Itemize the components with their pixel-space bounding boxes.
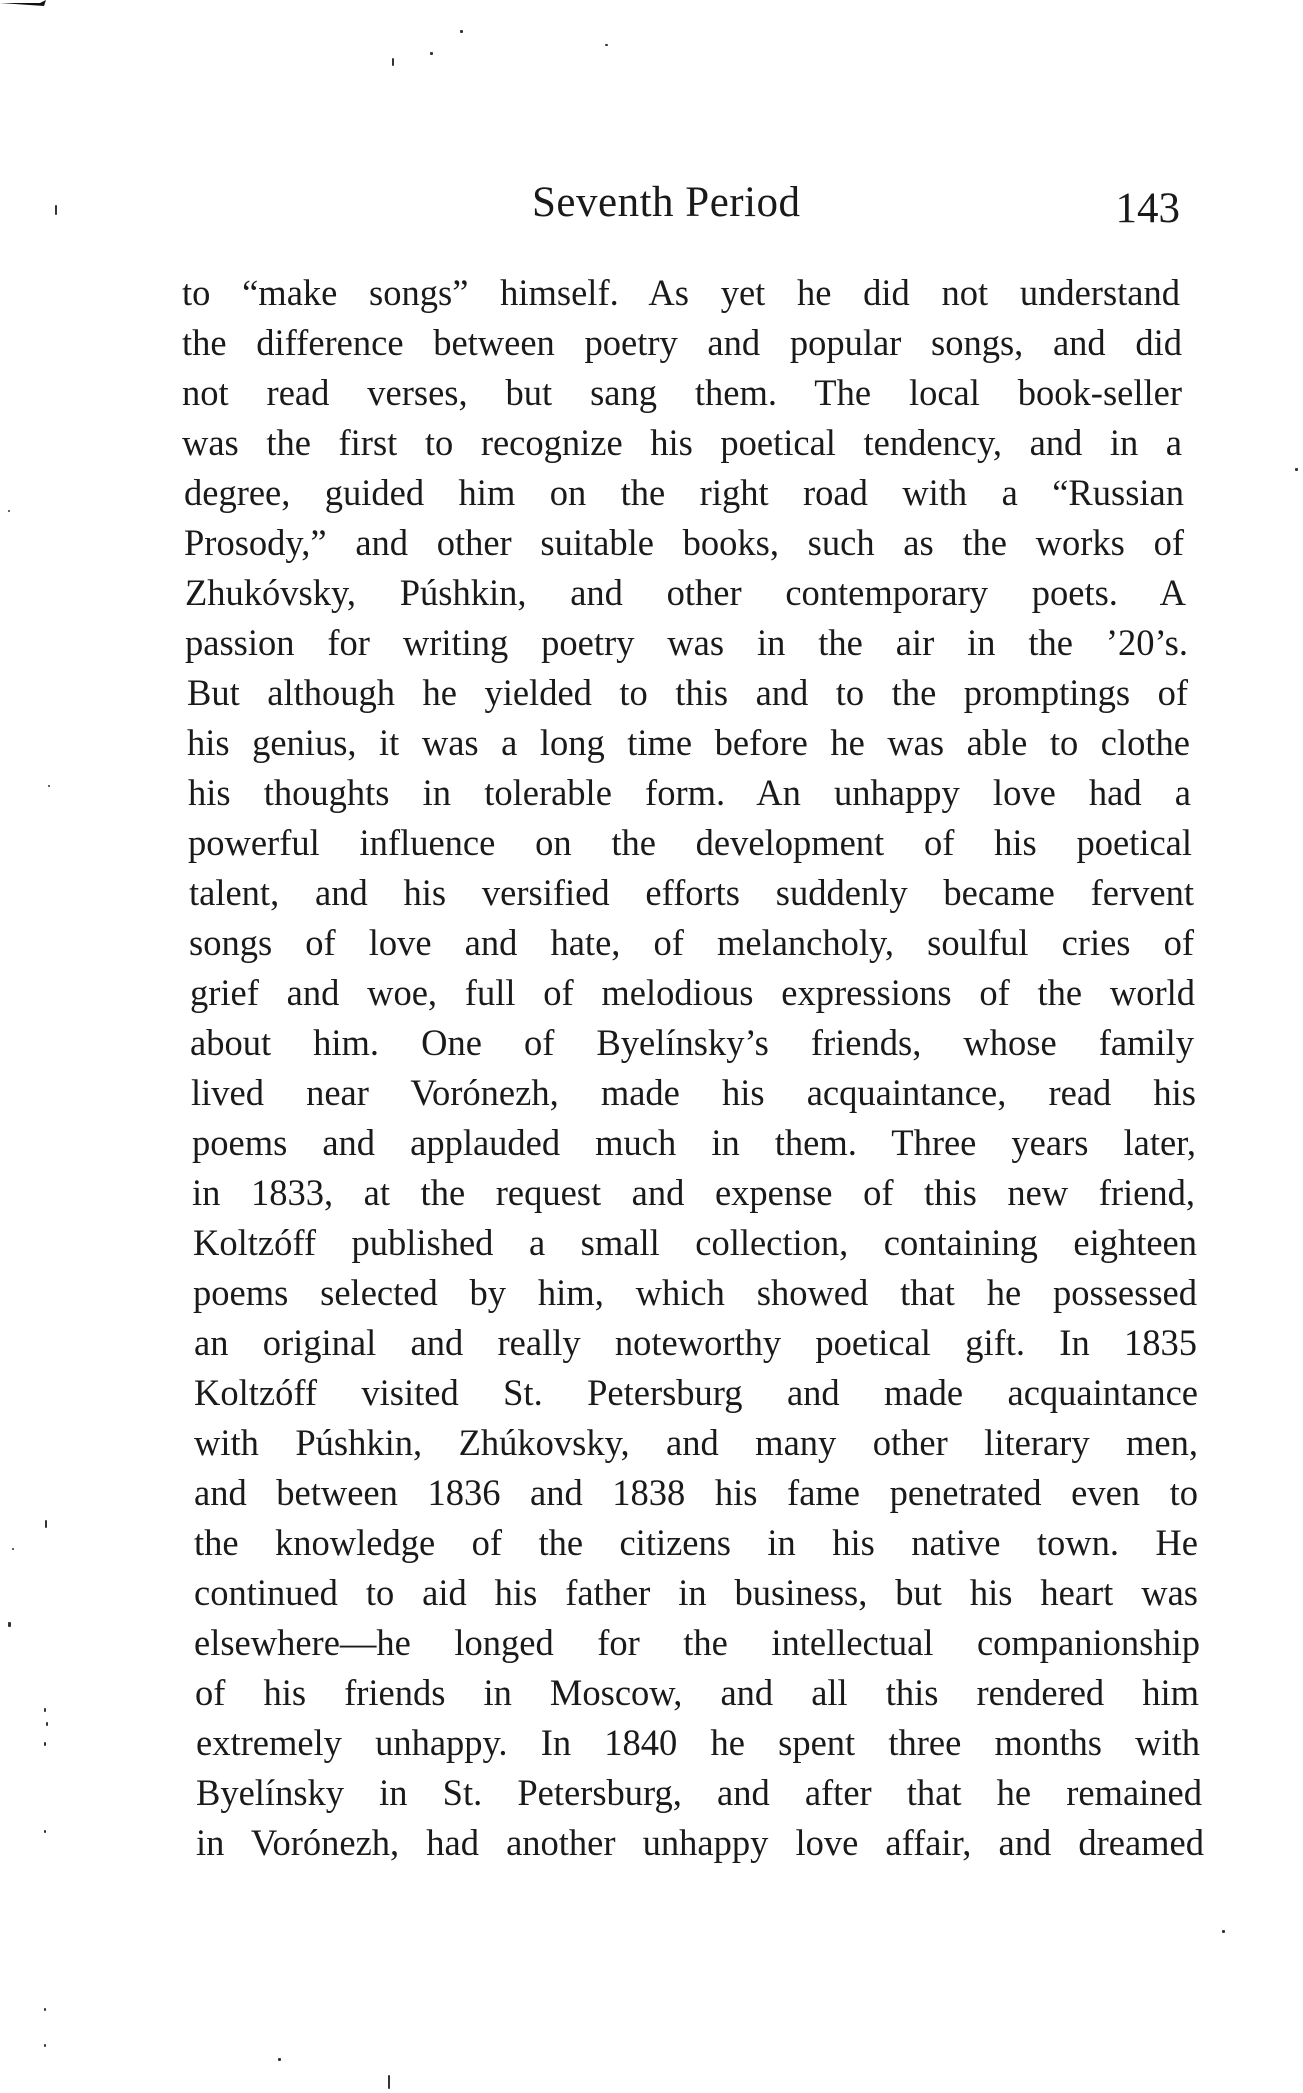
- text-line: in Vorónezh, had another unhappy love affair, and dreamed: [196, 1822, 1204, 1863]
- text-line: was the first to recognize his poetical tendency, and in a: [182, 422, 1182, 463]
- scan-speck: [48, 785, 50, 787]
- scan-speck: [44, 1708, 46, 1712]
- text-line: songs of love and hate, of melancholy, soulful cries of: [189, 922, 1194, 963]
- text-line: with Púshkin, Zhúkovsky, and many other literary men,: [194, 1422, 1198, 1463]
- text-line: and between 1836 and 1838 his fame penetrated even to: [194, 1472, 1198, 1513]
- scan-speck: [44, 1742, 46, 1746]
- text-line: Prosody,” and other suitable books, such as the works of: [184, 522, 1184, 563]
- text-line: his genius, it was a long time before he was able to clothe: [187, 722, 1190, 763]
- text-line: elsewhere—he longed for the intellectual companionship: [194, 1622, 1200, 1663]
- scan-speck: [430, 52, 433, 55]
- scan-speck: [278, 2058, 281, 2061]
- text-line: to “make songs” himself. As yet he did not understand: [182, 272, 1180, 313]
- text-line: But although he yielded to this and to the promptings of: [187, 672, 1188, 713]
- scan-speck: [44, 1830, 46, 1833]
- text-line: Koltzóff visited St. Petersburg and made acquaintance: [194, 1372, 1198, 1413]
- text-line: lived near Vorónezh, made his acquaintance, read his: [191, 1072, 1196, 1113]
- text-line: grief and woe, full of melodious expressions of the world: [190, 972, 1195, 1013]
- page-header: [180, 178, 1180, 238]
- scan-corner-mark: [0, 0, 60, 10]
- scan-speck: [8, 1622, 11, 1627]
- scan-speck: [605, 44, 608, 46]
- scan-speck: [388, 2075, 390, 2089]
- text-line: poems selected by him, which showed that he possessed: [193, 1272, 1197, 1313]
- scan-speck: [55, 205, 57, 215]
- text-line: the knowledge of the citizens in his native town. He: [194, 1522, 1198, 1563]
- scan-speck: [44, 2044, 46, 2047]
- text-line: the difference between poetry and popular songs, and did: [182, 322, 1182, 363]
- scan-speck: [460, 30, 463, 33]
- text-line: poems and applauded much in them. Three years later,: [192, 1122, 1196, 1163]
- text-line: powerful influence on the development of his poetical: [188, 822, 1192, 863]
- page-number: 143: [1115, 185, 1180, 232]
- scan-speck: [1222, 1930, 1225, 1933]
- scan-speck: [12, 1548, 14, 1550]
- text-line: passion for writing poetry was in the air in the ’20’s.: [185, 622, 1188, 663]
- text-line: about him. One of Byelínsky’s friends, whose family: [190, 1022, 1194, 1063]
- text-line: an original and really noteworthy poetical gift. In 1835: [194, 1322, 1197, 1363]
- text-line: his thoughts in tolerable form. An unhappy love had a: [188, 772, 1191, 813]
- text-line: extremely unhappy. In 1840 he spent three months with: [196, 1722, 1200, 1763]
- text-line: in 1833, at the request and expense of this new friend,: [192, 1172, 1195, 1213]
- text-line: continued to aid his father in business, but his heart was: [194, 1572, 1198, 1613]
- text-line: talent, and his versified efforts suddenly became fervent: [189, 872, 1194, 913]
- running-title: Seventh Period: [532, 179, 801, 226]
- scan-speck: [392, 58, 394, 66]
- scan-speck: [45, 1520, 47, 1528]
- text-line: not read verses, but sang them. The local book-seller: [182, 372, 1182, 413]
- scan-speck: [8, 510, 10, 512]
- text-line: Zhukóvsky, Púshkin, and other contemporary poets. A: [185, 572, 1186, 613]
- text-line: Koltzóff published a small collection, containing eighteen: [193, 1222, 1197, 1263]
- text-line: Byelínsky in St. Petersburg, and after that he remained: [196, 1772, 1202, 1813]
- scan-speck: [46, 1722, 48, 1726]
- text-line: of his friends in Moscow, and all this rendered him: [195, 1672, 1199, 1713]
- scan-speck: [1295, 468, 1298, 471]
- text-line: degree, guided him on the right road with a “Russian: [184, 472, 1184, 513]
- scan-speck: [44, 2008, 46, 2011]
